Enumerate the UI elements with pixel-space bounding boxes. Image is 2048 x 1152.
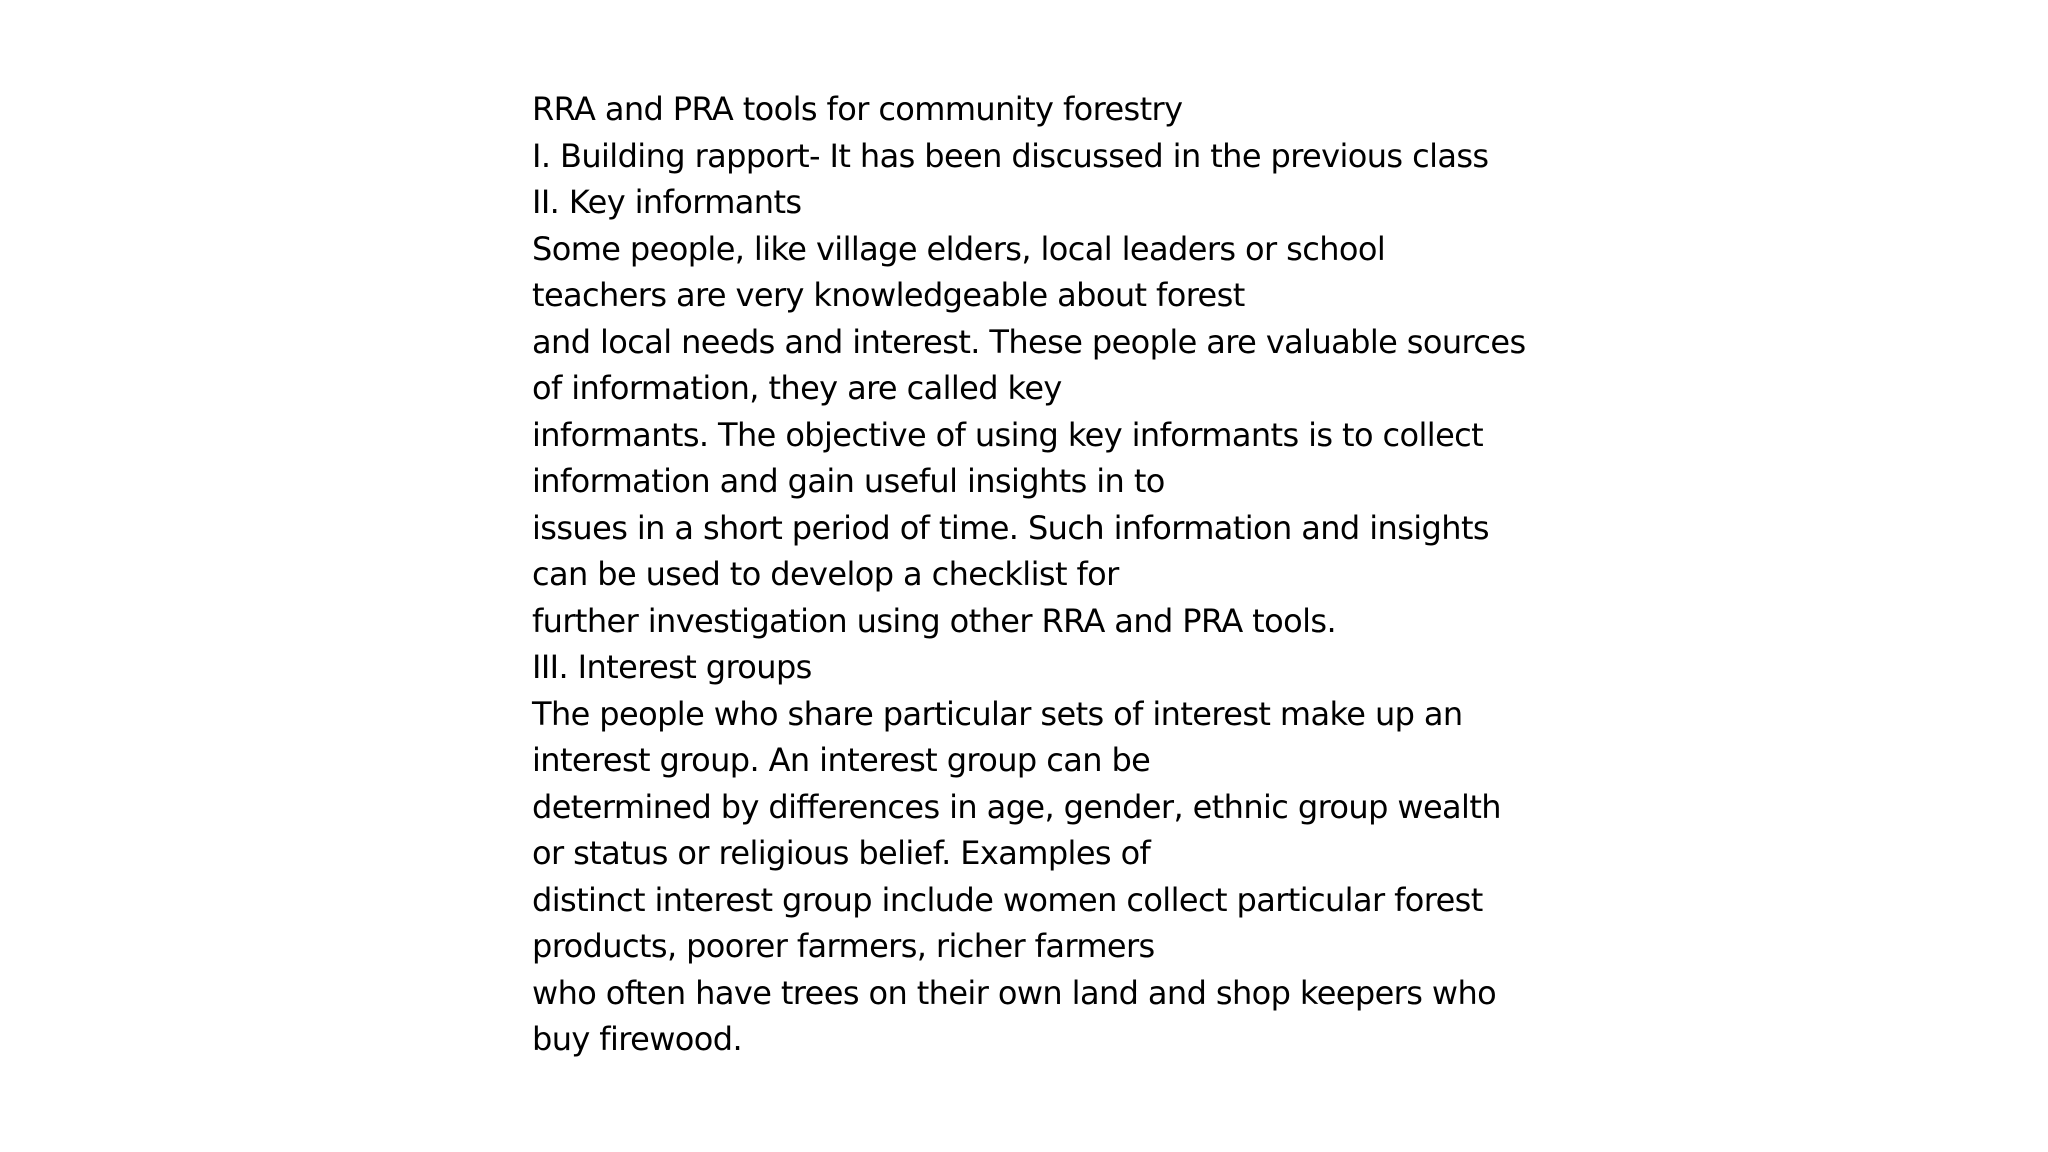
slide-body-text <box>532 86 1592 1063</box>
text-line: or status or religious belief. Examples of <box>532 834 1151 872</box>
text-line: Some people, like village elders, local leaders or school <box>532 229 1386 268</box>
text-line: of information, they are called key <box>532 369 1062 407</box>
text-line: further investigation using other RRA and PRA tools. <box>532 601 1337 640</box>
text-line: informants. The objective of using key informants is to collect <box>532 415 1484 454</box>
text-line: and local needs and interest. These people are valuable sources <box>532 322 1526 361</box>
text-line: The people who share particular sets of interest make up an <box>532 694 1463 733</box>
section-heading-interest-groups: III. Interest groups <box>532 648 812 686</box>
text-line: can be used to develop a checklist for <box>532 555 1119 593</box>
text-line: products, poorer farmers, richer farmers <box>532 927 1155 965</box>
text-line: teachers are very knowledgeable about forest <box>532 276 1245 314</box>
text-line: issues in a short period of time. Such information and insights <box>532 508 1489 547</box>
section-heading-building-rapport: I. Building rapport- It has been discussed in the previous class <box>532 136 1489 175</box>
text-line: interest group. An interest group can be <box>532 741 1151 779</box>
text-line: who often have trees on their own land and shop keepers who <box>532 973 1497 1012</box>
section-heading-key-informants: II. Key informants <box>532 183 802 221</box>
slide-title-line: RRA and PRA tools for community forestry <box>532 90 1183 128</box>
text-line: determined by differences in age, gender, ethnic group wealth <box>532 787 1501 826</box>
text-line: distinct interest group include women collect particular forest <box>532 880 1483 919</box>
text-line: information and gain useful insights in to <box>532 462 1165 500</box>
text-line: buy firewood. <box>532 1020 743 1058</box>
